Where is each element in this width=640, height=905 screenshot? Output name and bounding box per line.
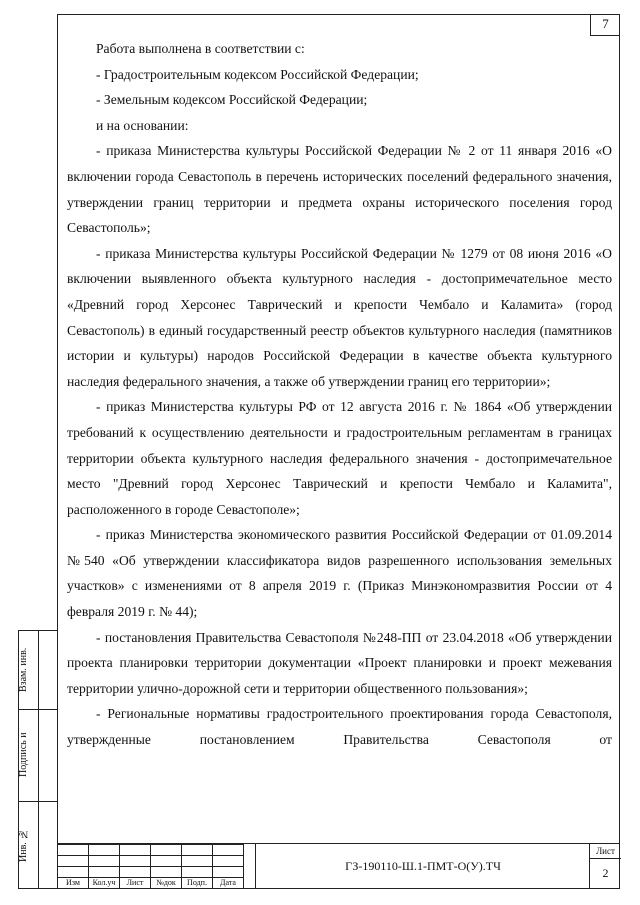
side-stamp-divider — [19, 801, 58, 802]
paragraph: - Региональные нормативы градостроительного проектирования города Севастополя, утвержденные постановлением Правительства Севастополя от — [67, 706, 612, 748]
side-stamp-vzam-label: Взам. инв. — [18, 647, 29, 693]
revision-table — [57, 844, 244, 889]
side-stamp-inv-label: Инв. № — [18, 828, 29, 862]
paragraph: - постановления Правительства Севастополя №248-ПП от 23.04.2018 «Об утверждении проекта планировки территории документации «Проект планировки и проект межевания территории улично-дорожной сети и территории общественного пользования»; — [67, 629, 612, 696]
paragraph: - приказа Министерства культуры Российской Федерации № 1279 от 08 июня 2016 «О включении выявленного объекта культурного наследия - достопримечательное место «Древний город Херсонес Таврический и крепости Чембало и Каламита» (город Севастополь) в единый государственный реестр объектов культурного наследия (памятников истории и культуры) народов Российской Федерации в качестве объекта культурного наследия федерального значения, а также об утверждении границ его территории»; — [67, 245, 612, 389]
page-number: 7 — [590, 14, 620, 36]
title-block-column-label: Изм — [58, 878, 89, 889]
paragraph: - приказ Министерства культуры РФ от 12 августа 2016 г. № 1864 «Об утверждении требований к осуществлению деятельности и градостроительным регламентам в границах территории объекта культурного наследия федерального значения - достопримечательное место "Древний город Херсонес Таврический и крепости Чембало и Каламита", расположенного в городе Севастополе»; — [67, 399, 612, 517]
paragraph: - приказа Министерства культуры Российской Федерации № 2 от 11 января 2016 «О включении города Севастополь в перечень исторических поселений федерального значения, утверждении границ территории и предмета охраны исторического поселения город Севастополь»; — [67, 143, 612, 236]
sheet-number: 2 — [602, 866, 609, 880]
document-body — [67, 36, 612, 753]
sheet-box — [589, 844, 621, 888]
title-block — [57, 843, 620, 889]
paragraph: - приказ Министерства экономического развития Российской Федерации от 01.09.2014 №540 «Об утверждении классификатора видов разрешенного использования земельных участков» с изменениями от 8 апреля 2019 г. (Приказ Минэкономразвития России от 4 февраля 2019 г. № 44); — [67, 527, 612, 620]
side-stamp — [18, 630, 57, 889]
title-block-column-label: №док — [151, 878, 182, 889]
sheet-label: Лист — [590, 844, 621, 859]
title-block-column-label: Лист — [120, 878, 151, 889]
paragraph: - Градостроительным кодексом Российской Федерации; — [96, 66, 419, 82]
paragraph: - Земельным кодексом Российской Федерации; — [96, 92, 368, 108]
document-code: ГЗ-190110-Ш.1-ПМТ-О(У).ТЧ — [255, 844, 590, 888]
side-stamp-divider — [19, 709, 58, 710]
paragraph: Работа выполнена в соответствии с: — [96, 41, 305, 56]
side-stamp-podpis-label: Подпись и — [18, 732, 29, 778]
title-block-column-label: Кол.уч — [89, 878, 120, 889]
title-block-column-label: Дата — [213, 878, 244, 889]
paragraph: и на основании: — [96, 117, 189, 133]
title-block-column-label: Подп. — [182, 878, 213, 889]
